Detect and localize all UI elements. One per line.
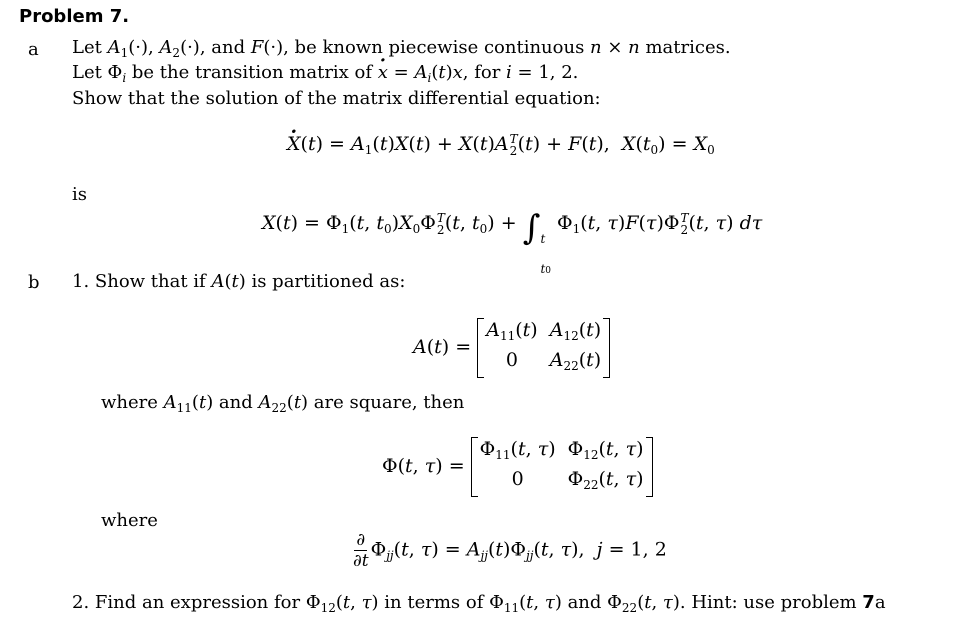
partial-derivative-equation: $\frac{\partial}{\partial t}$ $\Phi_{jj}(t$, $\tau) = A_{jj}(t)\Phi_{jj}(t$, τ), j = 1, 2 (353, 530, 667, 571)
part-a-label: a (28, 39, 39, 60)
part-b-item-2: 2. Find an expression for $\Phi_{12}(t$, τ) in terms of $\Phi_{11}(t$, τ) and $\Phi_{22}(t$, τ). Hint: use problem 7a (72, 592, 886, 615)
solution-formula: $X(t) = \Phi_1(t$, $t_0)X_0\Phi$ T 2 (t, $t_0$) + ∫ t t0 $\Phi_1(t$, τ)F(τ)Φ T 2 (t, τ) dτ (262, 208, 763, 276)
part-a-line-1: Let $A_1(\cdot)$, $A_2(\cdot)$, and F(·), be known piecewise continuous n × n matrices. (72, 37, 731, 60)
phi-partition-matrix: Φ(t, τ) = $\Phi_{11}(t$, τ) $\Phi_{12}(t$, τ) 0 $\Phi_{22}(t$, τ) (382, 437, 653, 497)
part-b-label: b (28, 272, 40, 293)
problem-title: Problem 7. (19, 6, 130, 27)
where-text: where (101, 510, 158, 531)
a-partition-matrix: A(t) = $A_{11}(t)$ $A_{12}(t)$ 0 $A_{22}(t)$ (413, 318, 610, 378)
is-text: is (72, 184, 87, 205)
part-a-line-2: Let $\Phi_i$ be the transition matrix of · $x = A_i(t)x$, for i = 1, 2. (72, 62, 578, 85)
where-square-text: where $A_{11}(t)$ and $A_{22}(t)$ are square, then (101, 392, 465, 415)
matrix-differential-equation: · $X(t) = A_1(t)X(t) + X(t)A$ T 2 (t) + F(t), $X(t_0) = X_0$ (287, 133, 715, 157)
part-a-line-3: Show that the solution of the matrix differential equation: (72, 88, 601, 109)
part-b-item-1: 1. Show that if A(t) is partitioned as: (72, 271, 406, 292)
